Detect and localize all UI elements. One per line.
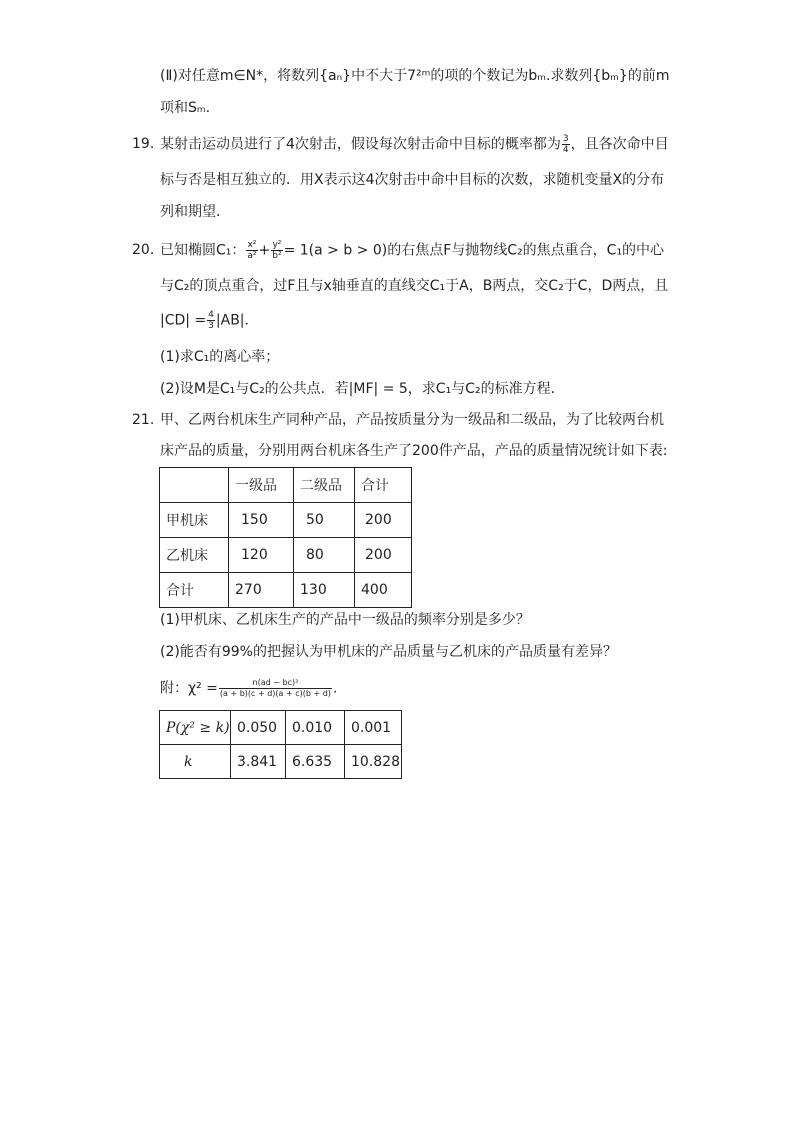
q20-ellipse-x-term [246,240,257,261]
q19-line1 [160,134,669,155]
q18-part2-line1: (Ⅱ)对任意m∈N*，将数列{aₙ}中不大于7²ᵐ的项的个数记为bₘ.求数列{bₘ}的前m [160,68,670,84]
q20-ellipse-y-term [271,240,282,261]
table-header-cell: 一级品 [229,468,294,503]
table-cell: 400 [355,573,412,608]
table-cell: 120 [229,538,294,573]
table-header-cell: P(χ² ≥ k) [160,711,231,745]
table-cell: 270 [229,573,294,608]
table-cell: 甲机床 [160,503,229,538]
q20-sub2: (2)设M是C₁与C₂的公共点．若|MF| = 5，求C₁与C₂的标准方程． [160,381,565,397]
q19-probability-fraction [562,134,570,155]
q19-frac-denominator: 4 [562,145,569,155]
q21-appendix-formula [160,678,337,699]
table-cell: 3.841 [231,745,286,779]
quality-table [159,467,412,608]
table-row [160,745,402,779]
q20-y-denominator: b² [272,251,282,261]
table-cell: 乙机床 [160,538,229,573]
table-cell: 合计 [160,573,229,608]
table-row [160,538,412,573]
table-cell: 0.001 [345,711,402,745]
q20-line3 [160,310,259,331]
table-cell: 200 [355,503,412,538]
table-cell: 80 [294,538,355,573]
table-cell: 130 [294,573,355,608]
table-cell: 150 [229,503,294,538]
q21-line2: 床产品的质量，分别用两台机床各生产了200件产品，产品的质量情况统计如下表: [160,443,668,459]
q20-line1-text-b: = 1(a > b > 0)的右焦点F与抛物线C₂的焦点重合，C₁的中心 [283,242,665,259]
q19-line2: 标与否是相互独立的．用X表示这4次射击中命中目标的次数，求随机变量X的分布 [160,172,665,188]
appendix-label: 附：χ² = [160,680,218,697]
q21-sub1: (1)甲机床、乙机床生产的产品中一级品的频率分别是多少？ [160,612,530,628]
q20-sub1: (1)求C₁的离心率； [160,349,280,365]
q21-line1: 甲、乙两台机床生产同种产品，产品按质量分为一级品和二级品，为了比较两台机 [160,412,664,428]
table-cell: 0.050 [231,711,286,745]
table-header-cell: 二级品 [294,468,355,503]
table-header-cell: k [160,745,231,779]
q20-frac-denominator: 3 [208,321,214,331]
table-header-cell: 合计 [355,468,412,503]
formula-denominator: (a + b)(c + d)(a + c)(b + d) [219,689,331,698]
formula-numerator: n(ad − bc)² [219,678,332,689]
q19-frac-numerator: 3 [562,134,569,144]
quality-table-header [160,468,412,503]
chi-square-formula-fraction [219,678,332,699]
q20-line1: 已知椭圆C₁： $\frac{\text{x²}}{\text{a²}}$ + $\frac{\text{y²}}{\text{b²}}$ = 1(a > b > 0)的右焦点F与抛物线C₂的焦点重合，C₁的中心 [160,240,665,261]
q19-line3: 列和期望． [160,204,230,220]
table-row [160,503,412,538]
q19-line1-text-b: ，且各次命中目 [570,136,669,153]
table-cell: 0.010 [286,711,345,745]
q20-x-denominator: a² [247,251,257,261]
table-row [160,573,412,608]
q21-number: 21. [132,412,155,428]
table-cell: 10.828 [345,745,402,779]
appendix-period: . [332,680,338,697]
q20-line2: 与C₂的顶点重合，过F且与x轴垂直的直线交C₁于A，B两点，交C₂于C，D两点，且 [160,278,669,294]
q20-line3-text-a: |CD| = [160,312,207,329]
table-row [160,711,402,745]
q20-ratio-fraction [207,310,215,331]
q21-sub2: (2)能否有99%的把握认为甲机床的产品质量与乙机床的产品质量有差异？ [160,644,617,660]
table-cell: 6.635 [286,745,345,779]
q18-part2-line2: 项和Sₘ. [160,100,211,116]
table-cell: 200 [355,538,412,573]
q19-line1-text-a: 某射击运动员进行了4次射击，假设每次射击命中目标的概率都为 [160,136,561,153]
q20-line3-text-b: |AB|． [215,312,259,329]
q20-y-numerator: y² [272,240,282,250]
table-header-cell [160,468,229,503]
q20-x-numerator: x² [247,240,257,250]
chi-square-critical-table [159,710,402,779]
q20-line1-text-a: 已知椭圆C₁： [160,242,246,259]
q20-frac-numerator: 4 [208,310,214,320]
q20-number: 20. [132,242,155,258]
q19-number: 19. [132,136,155,152]
table-cell: 50 [294,503,355,538]
